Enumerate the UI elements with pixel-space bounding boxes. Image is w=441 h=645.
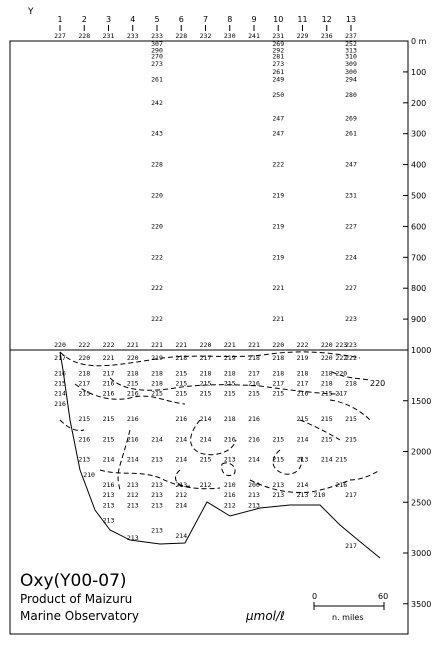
deep-value: 215 xyxy=(175,369,188,378)
deep-value: 216 xyxy=(223,491,236,500)
deep-value: 214 xyxy=(320,455,333,464)
deep-value: 215 xyxy=(175,379,188,388)
deep-value: 214 xyxy=(199,435,212,444)
profile-value: 222 xyxy=(151,253,163,262)
deep-value: 214 xyxy=(296,435,309,444)
deep-value: 217 xyxy=(335,389,348,398)
row-1000-value: 220 xyxy=(54,341,66,349)
profile-value: 310 xyxy=(345,52,357,61)
deep-value: 217 xyxy=(272,379,285,388)
deep-value: 217 xyxy=(78,379,91,388)
deep-value: 213 xyxy=(151,481,163,490)
deep-value: 213 xyxy=(102,501,115,510)
station-number: 12 xyxy=(321,15,332,24)
deep-value: 215 xyxy=(102,415,115,424)
deep-value: 215 xyxy=(272,435,285,444)
scale-bar-end: 60 xyxy=(378,592,389,601)
depth-tick-label: 3000 xyxy=(411,549,432,558)
deep-value: 215 xyxy=(345,415,357,424)
profile-value: 247 xyxy=(272,129,285,138)
deep-value: 218 xyxy=(320,379,333,388)
deep-value: 215 xyxy=(199,455,212,464)
row-1000-value: 221 xyxy=(223,341,236,349)
axes xyxy=(403,37,431,609)
deep-value: 217 xyxy=(54,354,66,363)
deep-value: 212 xyxy=(126,491,139,500)
deep-value: 217 xyxy=(345,491,357,500)
deep-value: 213 xyxy=(78,455,91,464)
deep-value: 215 xyxy=(320,389,333,398)
profile-value: 261 xyxy=(345,129,357,138)
profile-value: 261 xyxy=(151,75,163,84)
profile-value: 280 xyxy=(345,91,357,100)
row-1000-value: 221 xyxy=(175,341,188,349)
depth-tick-label: 3500 xyxy=(411,599,432,609)
station-number: 8 xyxy=(227,15,233,24)
deep-value: 216 xyxy=(78,435,91,444)
deep-value: 218 xyxy=(151,369,163,378)
deep-value: 214 xyxy=(151,435,163,444)
row-1000-value: 222 xyxy=(296,341,309,349)
deep-value: 216 xyxy=(102,389,115,398)
station-number: 6 xyxy=(178,15,184,24)
station-number: 9 xyxy=(251,15,257,24)
deep-value: 217 xyxy=(296,379,309,388)
deep-value: 215 xyxy=(199,389,212,398)
profile-value: 222 xyxy=(151,284,163,293)
deep-value: 213 xyxy=(151,455,163,464)
profile-value: 292 xyxy=(272,46,285,55)
deep-value: 214 xyxy=(175,501,188,510)
unit-label: μmol/ℓ xyxy=(246,609,285,623)
deep-value: 215 xyxy=(320,435,333,444)
deep-value: 218 xyxy=(78,369,91,378)
deep-value: 221 xyxy=(102,354,115,363)
profile-value: 249 xyxy=(272,75,285,84)
row-1000-value: 221 xyxy=(248,341,260,349)
deep-value: 214 xyxy=(175,455,188,464)
product-line-2: Marine Observatory xyxy=(20,609,139,623)
depth-tick-label: 1000 xyxy=(411,346,432,355)
scale-bar xyxy=(312,592,388,622)
deep-value: 220 xyxy=(78,354,91,363)
profile-value: 231 xyxy=(345,191,357,200)
deep-value: 213 xyxy=(272,491,285,500)
surface-value: 228 xyxy=(175,32,188,40)
deep-value: 215 xyxy=(223,379,236,388)
profile-value: 273 xyxy=(272,60,285,69)
deep-value: 216 xyxy=(54,399,66,408)
deep-value: 218 xyxy=(199,369,212,378)
deep-value: 213 xyxy=(102,491,115,500)
depth-tick-label: 900 xyxy=(411,315,427,325)
deep-value: 218 xyxy=(345,379,357,388)
profile-value: 243 xyxy=(151,129,163,138)
chart-title: Oxy(Y00-07) xyxy=(20,571,127,591)
deep-value: 218 xyxy=(272,354,285,363)
deep-value: 213 xyxy=(296,455,309,464)
scale-bar-label: n. miles xyxy=(332,613,364,622)
depth-tick-label: 700 xyxy=(411,253,427,263)
depth-tick-label: 2500 xyxy=(411,498,432,508)
station-number: 13 xyxy=(345,15,357,24)
row-1000-value: 223 xyxy=(335,341,348,349)
deep-value: 214 xyxy=(296,481,309,490)
station-axis xyxy=(54,15,357,40)
profile-value: 247 xyxy=(272,114,285,123)
station-number: 10 xyxy=(273,15,284,24)
deep-value: 217 xyxy=(248,369,260,378)
row-1000-value: 223 xyxy=(345,341,357,349)
deep-value: 210 xyxy=(223,481,236,490)
deep-value: 212 xyxy=(175,491,188,500)
deep-value: 216 xyxy=(102,379,115,388)
surface-value: 231 xyxy=(272,32,285,40)
y-axis-letter: Y xyxy=(28,7,34,17)
row-1000-value: 221 xyxy=(126,341,139,349)
deep-value: 213 xyxy=(126,501,139,510)
deep-value: 220 xyxy=(320,354,333,363)
value-labels xyxy=(54,40,357,550)
profile-value: 273 xyxy=(151,60,163,69)
surface-value: 237 xyxy=(345,32,357,40)
deep-value: 219 xyxy=(296,354,309,363)
deep-value: 214 xyxy=(175,435,188,444)
deep-value: 217 xyxy=(345,541,357,550)
deep-value: 213 xyxy=(151,491,163,500)
surface-value: 236 xyxy=(320,32,333,40)
row-1000-value: 222 xyxy=(78,341,91,349)
profile-value: 224 xyxy=(345,253,357,262)
profile-value: 227 xyxy=(345,222,357,231)
profile-value: 222 xyxy=(272,160,285,169)
profile-value: 221 xyxy=(272,315,285,324)
surface-value: 229 xyxy=(296,32,309,40)
profile-value: 219 xyxy=(272,253,285,262)
contour-dashed xyxy=(350,470,380,480)
deep-value: 222 xyxy=(335,354,348,363)
deep-value: 212 xyxy=(199,481,212,490)
deep-value: 216 xyxy=(126,435,139,444)
deep-value: 219 xyxy=(151,354,163,363)
deep-value: 216 xyxy=(126,415,139,424)
surface-value: 233 xyxy=(126,32,139,40)
profile-value: 242 xyxy=(151,98,163,107)
surface-value: 232 xyxy=(199,32,212,40)
deep-value: 213 xyxy=(126,481,139,490)
deep-value: 220 xyxy=(335,369,348,378)
profile-value: 223 xyxy=(345,315,357,324)
deep-value: 216 xyxy=(54,369,66,378)
deep-value: 213 xyxy=(175,481,188,490)
deep-value: 218 xyxy=(248,354,260,363)
station-number: 11 xyxy=(297,15,308,24)
deep-value: 219 xyxy=(223,354,236,363)
deep-value: 216 xyxy=(248,435,260,444)
station-number: 5 xyxy=(154,15,160,24)
profile-value: 309 xyxy=(345,60,357,69)
deep-value: 217 xyxy=(199,354,212,363)
deep-value: 213 xyxy=(248,501,260,510)
deep-value: 214 xyxy=(248,455,260,464)
deep-value: 213 xyxy=(248,491,260,500)
deep-value: 214 xyxy=(54,389,66,398)
depth-tick-label: 400 xyxy=(411,160,427,170)
profile-value: 290 xyxy=(151,46,163,55)
deep-value: 215 xyxy=(345,435,357,444)
station-number: 3 xyxy=(105,15,112,24)
deep-value: 215 xyxy=(126,379,139,388)
depth-tick-label: 500 xyxy=(411,191,427,201)
profile-value: 219 xyxy=(272,222,285,231)
station-number: 1 xyxy=(57,15,63,24)
deep-value: 215 xyxy=(78,415,91,424)
deep-value: 213 xyxy=(296,491,309,500)
deep-value: 216 xyxy=(335,481,348,490)
row-1000-value: 220 xyxy=(320,341,333,349)
deep-value: 216 xyxy=(223,435,236,444)
row-1000-value: 221 xyxy=(151,341,163,349)
deep-value: 216 xyxy=(296,389,309,398)
profile-value: 252 xyxy=(345,40,357,49)
deep-value: 218 xyxy=(272,369,285,378)
deep-value: 218 xyxy=(151,379,163,388)
profile-value: 261 xyxy=(272,67,285,76)
surface-value: 228 xyxy=(78,32,91,40)
deep-value: 214 xyxy=(126,455,139,464)
station-number: 4 xyxy=(130,15,136,24)
deep-value: 210 xyxy=(83,470,95,479)
deep-value: 218 xyxy=(320,369,333,378)
profile-value: 220 xyxy=(151,191,163,200)
deep-value: 213 xyxy=(151,526,163,535)
deep-value: 215 xyxy=(78,389,91,398)
profile-value: 307 xyxy=(151,40,163,49)
deep-value: 216 xyxy=(126,389,139,398)
deep-value: 215 xyxy=(320,415,333,424)
deep-value: 212 xyxy=(223,501,236,510)
product-line-1: Product of Maizuru xyxy=(20,592,133,606)
profile-value: 250 xyxy=(272,91,285,100)
profile-value: 269 xyxy=(345,114,357,123)
deep-value: 215 xyxy=(272,389,285,398)
surface-value: 231 xyxy=(102,32,115,40)
station-number: 2 xyxy=(81,15,87,24)
deep-value: 213 xyxy=(272,481,285,490)
profile-value: 228 xyxy=(151,160,163,169)
profile-value: 313 xyxy=(345,46,357,55)
deep-value: 213 xyxy=(126,533,139,542)
surface-value: 227 xyxy=(54,32,66,40)
profile-value: 247 xyxy=(345,160,357,169)
profile-value: 281 xyxy=(272,52,285,61)
deep-value: 218 xyxy=(126,369,139,378)
deep-value: 200 xyxy=(248,481,260,490)
profile-value: 300 xyxy=(345,67,357,76)
contour-dashed xyxy=(222,463,235,476)
deep-value: 216 xyxy=(102,481,115,490)
deep-value: 215 xyxy=(223,389,236,398)
row-1000-value: 220 xyxy=(272,341,285,349)
depth-tick-label: 1500 xyxy=(411,396,432,406)
profile-value: 294 xyxy=(345,75,357,84)
deep-value: 215 xyxy=(335,455,348,464)
deep-value: 218 xyxy=(175,354,188,363)
deep-value: 220 xyxy=(126,354,139,363)
deep-value: 215 xyxy=(248,389,260,398)
deep-value: 213 xyxy=(223,455,236,464)
surface-value: 241 xyxy=(248,32,260,40)
profile-value: 219 xyxy=(272,191,285,200)
scale-bar-start: 0 xyxy=(312,592,318,601)
depth-tick-label: 200 xyxy=(411,98,427,108)
profile-value: 227 xyxy=(345,284,357,293)
row-1000-value: 222 xyxy=(102,341,115,349)
deep-value: 213 xyxy=(151,501,163,510)
surface-value: 230 xyxy=(223,32,236,40)
deep-value: 215 xyxy=(272,455,285,464)
station-number: 7 xyxy=(202,15,209,24)
deep-value: 215 xyxy=(151,389,163,398)
deep-value: 217 xyxy=(102,369,115,378)
deep-value: 210 xyxy=(313,491,326,500)
deep-value: 214 xyxy=(199,415,212,424)
depth-tick-label: 300 xyxy=(411,129,427,139)
depth-tick-label: 800 xyxy=(411,284,427,294)
deep-value: 216 xyxy=(175,415,188,424)
row-1000-value: 220 xyxy=(199,341,212,349)
deep-value: 215 xyxy=(54,379,66,388)
profile-value: 220 xyxy=(151,222,163,231)
depth-tick-label: 2000 xyxy=(411,447,432,457)
deep-value: 215 xyxy=(102,435,115,444)
deep-value: 216 xyxy=(248,379,260,388)
deep-value: 216 xyxy=(248,415,260,424)
profile-value: 270 xyxy=(151,52,163,61)
profile-value: 222 xyxy=(151,315,163,324)
surface-value: 233 xyxy=(151,32,163,40)
profile-value: 269 xyxy=(272,40,285,49)
deep-value: 215 xyxy=(199,379,212,388)
deep-value: 214 xyxy=(102,455,115,464)
contour-label: 220 xyxy=(370,379,386,388)
deep-value: 213 xyxy=(102,516,115,525)
deep-value: 218 xyxy=(223,415,236,424)
deep-value: 215 xyxy=(175,389,188,398)
deep-value: 215 xyxy=(296,415,309,424)
profile-value: 221 xyxy=(272,284,285,293)
depth-tick-label: 0 m xyxy=(411,37,427,46)
depth-tick-label: 100 xyxy=(411,67,427,77)
deep-value: 214 xyxy=(175,531,188,540)
depth-tick-label: 600 xyxy=(411,222,427,232)
deep-value: 218 xyxy=(223,369,236,378)
deep-value: 222 xyxy=(345,354,357,363)
deep-value: 218 xyxy=(296,369,309,378)
